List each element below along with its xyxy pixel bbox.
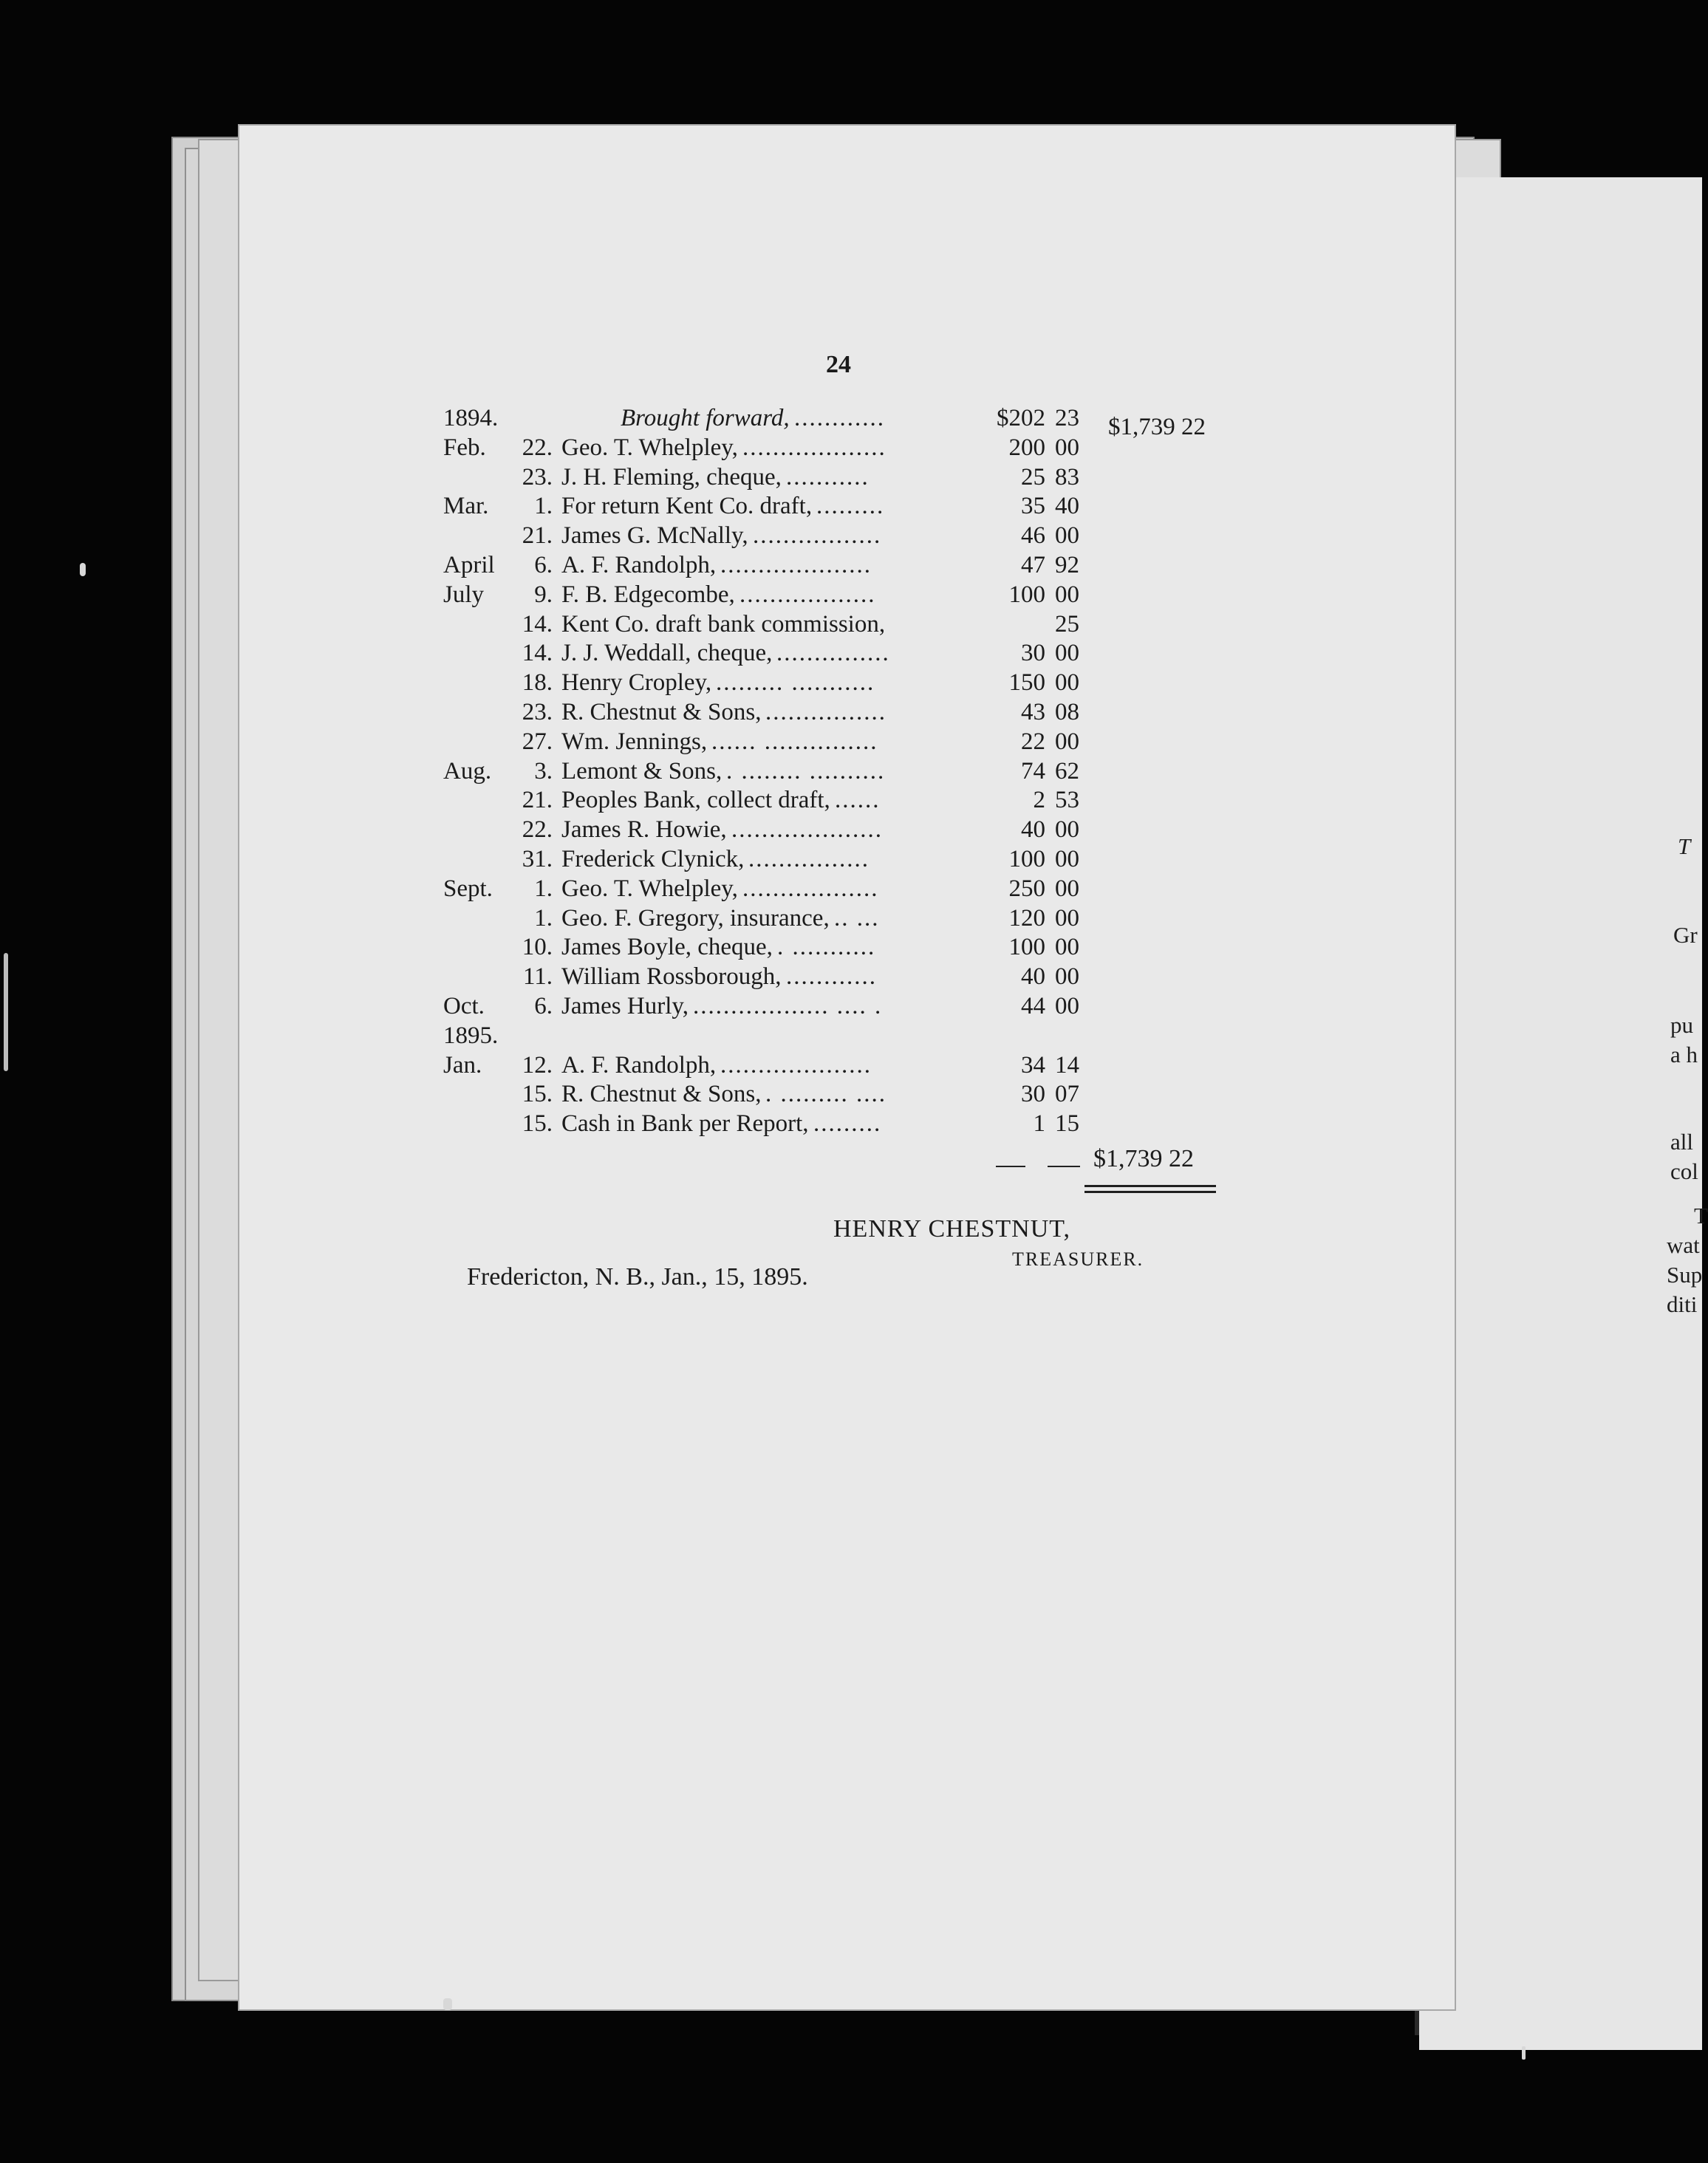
ledger-cents: 00	[1055, 581, 1079, 608]
ledger-cents: 08	[1055, 699, 1079, 725]
ledger-date-day: 1.	[534, 905, 553, 932]
ledger-cents: 14	[1055, 1052, 1079, 1079]
ledger-date-day: 21.	[522, 522, 553, 549]
ledger-description: Geo. T. Whelpley,	[561, 434, 738, 461]
ledger-date-month: Aug.	[443, 758, 492, 785]
right-page-fragment: Gr	[1673, 922, 1698, 948]
leader-dots: ......... ...........	[716, 669, 875, 696]
ledger-date-day: 1.	[534, 875, 553, 902]
ledger-description: James G. McNally,	[561, 522, 748, 549]
ledger-dollars: 150	[1008, 669, 1045, 696]
right-page-fragment: pu	[1670, 1012, 1693, 1038]
total-underline	[1084, 1185, 1216, 1187]
ledger-cents: 00	[1055, 846, 1079, 872]
ledger-date-day: 21.	[522, 787, 553, 813]
leader-dots: ..................	[742, 875, 879, 902]
ledger-dollars: 100	[1008, 846, 1045, 872]
ledger-date-month: 1894.	[443, 405, 499, 431]
ledger-cents: 00	[1055, 905, 1079, 932]
leader-dots: ................	[765, 699, 887, 725]
ledger-cents: 00	[1055, 993, 1079, 1019]
ledger-dollars: 43	[1021, 699, 1045, 725]
right-page-fragment: diti	[1667, 1291, 1698, 1317]
ledger-dollars: 100	[1008, 934, 1045, 960]
ledger-dollars: 120	[1008, 905, 1045, 932]
leader-dots: ..................	[739, 581, 876, 608]
right-page-fragment: a h	[1670, 1042, 1698, 1067]
ledger-dollars: 35	[1021, 493, 1045, 519]
leader-dots: . ......... ....	[765, 1081, 887, 1107]
ledger-date-day: 3.	[534, 758, 553, 785]
leader-dots: ............	[794, 405, 885, 431]
ledger-dollars: $202	[997, 405, 1045, 431]
leader-dots: ................	[748, 846, 870, 872]
leader-dots: ....................	[731, 816, 883, 843]
ledger-dollars: 2	[1033, 787, 1045, 813]
ledger-cents: 00	[1055, 875, 1079, 902]
right-page-fragment: Sup	[1667, 1262, 1703, 1288]
ledger-date-month: 1895.	[443, 1022, 499, 1049]
ledger-date-month: Feb.	[443, 434, 486, 461]
right-page-fragment: col	[1670, 1158, 1698, 1184]
right-page-fragment: T	[1694, 1203, 1708, 1229]
ledger-cents: 00	[1055, 522, 1079, 549]
leader-dots: ....................	[720, 1052, 872, 1079]
ledger-date-day: 27.	[522, 728, 553, 755]
ledger-dollars: 46	[1021, 522, 1045, 549]
ledger-date-month: Jan.	[443, 1052, 482, 1079]
ledger-cents: 00	[1055, 434, 1079, 461]
ledger-date-day: 6.	[534, 552, 553, 578]
right-page-fragment: T	[1678, 833, 1691, 859]
ledger-description: Kent Co. draft bank commission,	[561, 611, 886, 638]
ledger-description: A. F. Randolph,	[561, 552, 717, 578]
leader-dots: ...........	[786, 464, 870, 491]
right-page-fragment: wat	[1667, 1232, 1700, 1258]
ledger-date-month: Mar.	[443, 493, 489, 519]
ledger-dollars: 40	[1021, 963, 1045, 990]
ledger-description: Henry Cropley,	[561, 669, 712, 696]
ledger-dollars: 74	[1021, 758, 1045, 785]
ledger-dollars: 200	[1008, 434, 1045, 461]
ledger-cents: 25	[1055, 611, 1079, 638]
ledger-description: Geo. T. Whelpley,	[561, 875, 738, 902]
ledger-cents: 00	[1055, 963, 1079, 990]
ledger-cents: 15	[1055, 1110, 1079, 1137]
ledger-dollars: 25	[1021, 464, 1045, 491]
signature-title: TREASURER.	[1012, 1248, 1144, 1270]
dust-speck	[80, 563, 86, 576]
leader-dots: . ........ ..........	[726, 758, 886, 785]
dust-speck	[4, 953, 8, 1071]
leader-dots: .................. .... .	[693, 993, 883, 1019]
ledger-cents: 92	[1055, 552, 1079, 578]
ledger-date-day: 11.	[522, 963, 553, 990]
ledger-description: Wm. Jennings,	[561, 728, 708, 755]
leader-dots: . ...........	[777, 934, 876, 960]
ledger-date-day: 23.	[522, 464, 553, 491]
leader-dots: ...... ...............	[711, 728, 878, 755]
ledger-description: Frederick Clynick,	[561, 846, 745, 872]
ledger-description: James Hurly,	[561, 993, 689, 1019]
ledger-cents: 62	[1055, 758, 1079, 785]
ledger-description: J. H. Fleming, cheque,	[561, 464, 782, 491]
ledger-description: A. F. Randolph,	[561, 1052, 717, 1079]
ledger-cents: 00	[1055, 640, 1079, 666]
ledger-date-day: 15.	[522, 1110, 553, 1137]
dash-rule	[996, 1166, 1025, 1167]
ledger-cents: 00	[1055, 934, 1079, 960]
ledger-cents: 83	[1055, 464, 1079, 491]
ledger-dollars: 100	[1008, 581, 1045, 608]
ledger-date-day: 31.	[522, 846, 553, 872]
ledger-date-day: 23.	[522, 699, 553, 725]
leader-dots: .........	[813, 1110, 882, 1137]
ledger-description: R. Chestnut & Sons,	[561, 1081, 762, 1107]
ledger-description: For return Kent Co. draft,	[561, 493, 813, 519]
leader-dots: .................	[753, 522, 882, 549]
ledger-cents: 53	[1055, 787, 1079, 813]
ledger-date-day: 1.	[534, 493, 553, 519]
leader-dots: ...................	[742, 434, 887, 461]
ledger-cents: 40	[1055, 493, 1079, 519]
ledger-date-month: Sept.	[443, 875, 493, 902]
dust-speck	[1522, 2046, 1526, 2060]
leader-dots: ......	[835, 787, 881, 813]
ledger-description: James Boyle, cheque,	[561, 934, 773, 960]
signature-name: HENRY CHESTNUT,	[833, 1215, 1070, 1243]
ledger-date-month: April	[443, 552, 495, 578]
ledger-date-day: 15.	[522, 1081, 553, 1107]
leader-dots: ...............	[776, 640, 890, 666]
leader-dots: ....................	[720, 552, 872, 578]
dust-speck	[443, 1998, 452, 2010]
ledger-description: Lemont & Sons,	[561, 758, 723, 785]
ledger-dollars: 44	[1021, 993, 1045, 1019]
leader-dots: .........	[816, 493, 885, 519]
ledger-date-day: 14.	[522, 611, 553, 638]
ledger-dollars: 1	[1033, 1110, 1045, 1137]
ledger-date-month: Oct.	[443, 993, 485, 1019]
ledger-description: Peoples Bank, collect draft,	[561, 787, 830, 813]
ledger-description: Cash in Bank per Report,	[561, 1110, 809, 1137]
ledger-description: James R. Howie,	[561, 816, 727, 843]
ledger-dollars: 22	[1021, 728, 1045, 755]
ledger-date-day: 18.	[522, 669, 553, 696]
final-total: $1,739 22	[1093, 1145, 1194, 1172]
ledger-cents: 00	[1055, 669, 1079, 696]
ledger-dollars: 30	[1021, 640, 1045, 666]
ledger-date-day: 22.	[522, 434, 553, 461]
right-facing-page	[1419, 177, 1708, 2050]
ledger-cents: 00	[1055, 816, 1079, 843]
dash-rule	[1048, 1166, 1080, 1167]
ledger-description: R. Chestnut & Sons,	[561, 699, 762, 725]
ledger-description: J. J. Weddall, cheque,	[561, 640, 773, 666]
ledger-dollars: 34	[1021, 1052, 1045, 1079]
ledger-date-day: 9.	[534, 581, 553, 608]
place-and-date: Fredericton, N. B., Jan., 15, 1895.	[467, 1263, 808, 1291]
ledger-date-day: 22.	[522, 816, 553, 843]
leader-dots: ............	[786, 963, 877, 990]
ledger-description: Geo. F. Gregory, insurance,	[561, 905, 830, 932]
ledger-dollars: 40	[1021, 816, 1045, 843]
ledger-description: F. B. Edgecombe,	[561, 581, 735, 608]
page-number: 24	[826, 351, 851, 378]
ledger-dollars: 30	[1021, 1081, 1045, 1107]
ledger-dollars: 250	[1008, 875, 1045, 902]
ledger-cents: 07	[1055, 1081, 1079, 1107]
ledger-date-day: 10.	[522, 934, 553, 960]
ledger-date-day: 12.	[522, 1052, 553, 1079]
right-page-fragment: all	[1670, 1129, 1693, 1155]
ledger-date-day: 6.	[534, 993, 553, 1019]
ledger-date-month: July	[443, 581, 485, 608]
total-underline	[1084, 1191, 1216, 1193]
ledger-description: Brought forward,	[621, 405, 790, 431]
ledger-dollars: 47	[1021, 552, 1045, 578]
brought-forward-total-value: $1,739 22	[1108, 414, 1206, 440]
leader-dots: .. ...	[834, 905, 880, 932]
ledger-description: William Rossborough,	[561, 963, 782, 990]
ledger-cents: 00	[1055, 728, 1079, 755]
ledger-date-day: 14.	[522, 640, 553, 666]
ledger-cents: 23	[1055, 405, 1079, 431]
